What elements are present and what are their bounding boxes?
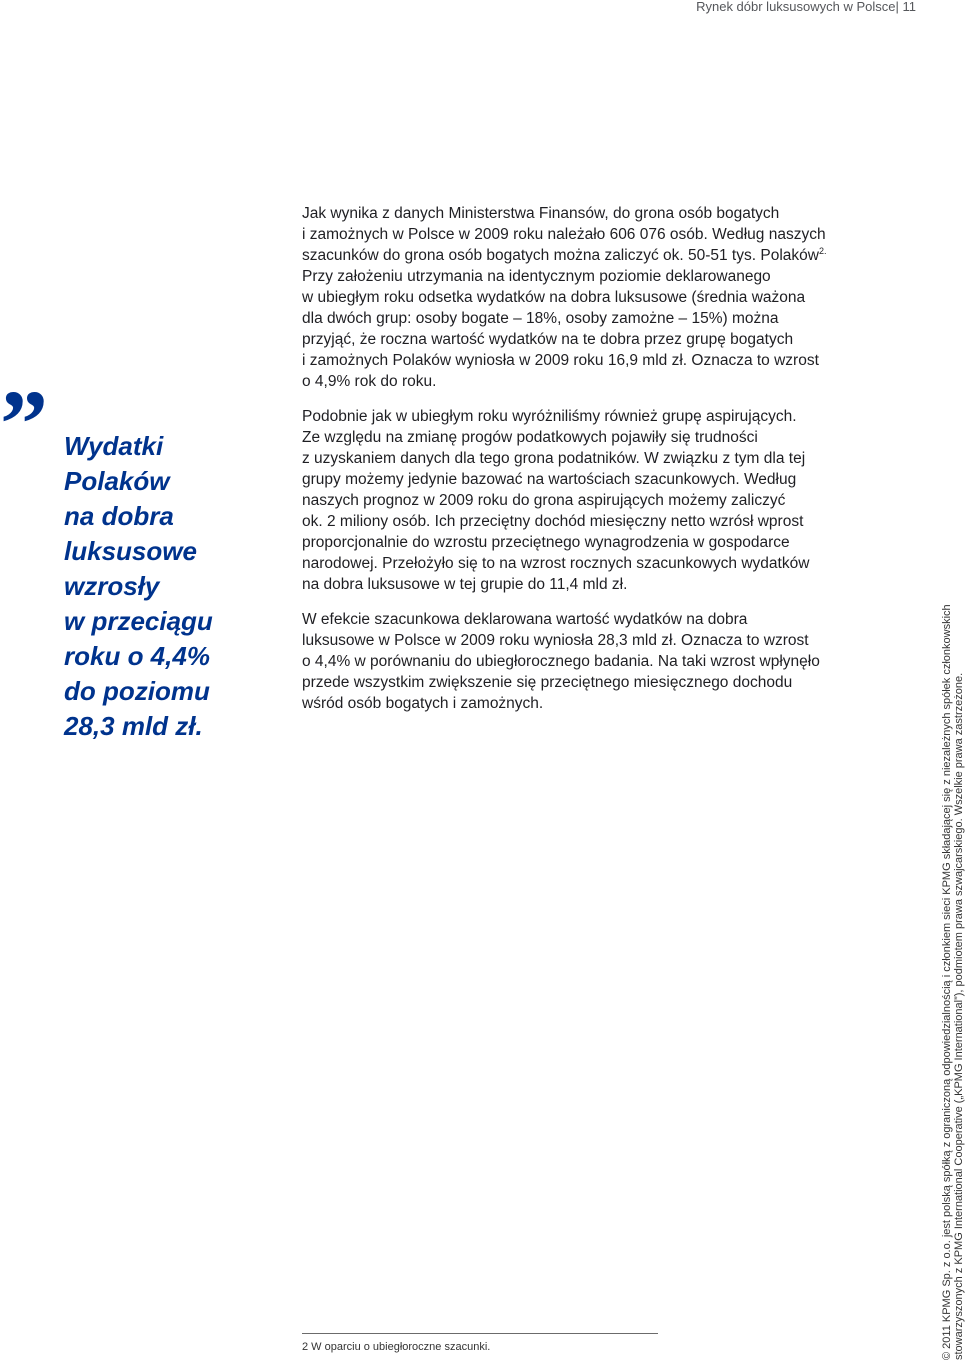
pull-quote-line: na dobra — [64, 501, 174, 531]
text-line-content: szacunków do grona osób bogatych można zaliczyć ok. 50-51 tys. Polaków — [302, 247, 819, 264]
text-line: luksusowe w Polsce w 2009 roku wyniosła 28,3 mld zł. Oznacza to wzrost — [302, 632, 809, 649]
text-line: przyjąć, że roczna wartość wydatków na te dobra przez grupę bogatych — [302, 331, 794, 348]
text-line: i zamożnych Polaków wyniosła w 2009 roku 16,9 mld zł. Oznacza to wzrost — [302, 352, 819, 369]
text-line: z uzyskaniem danych dla tego grona podatników. W związku z tym dla tej — [302, 450, 806, 467]
text-line: narodowej. Przełożyło się to na wzrost rocznych szacunkowych wydatków — [302, 555, 810, 572]
pull-quote-line: do poziomu — [64, 676, 210, 706]
footnote: 2 W oparciu o ubiegłoroczne szacunki. — [302, 1341, 491, 1353]
quote-mark-icon: ” — [0, 370, 48, 477]
text-line: na dobra luksusowe w tej grupie do 11,4 mld zł. — [302, 576, 628, 593]
text-line — [302, 245, 862, 266]
text-line: W efekcie szacunkowa deklarowana wartość wydatków na dobra — [302, 611, 748, 628]
pull-quote-line: wzrosły — [64, 571, 160, 601]
pull-quote-line: roku o 4,4% — [64, 641, 210, 671]
paragraph-1 — [302, 203, 862, 392]
text-line: ok. 2 miliony osób. Ich przeciętny dochód miesięczny netto wzrósł wprost — [302, 513, 804, 530]
pull-quote-line: w przeciągu — [64, 606, 213, 636]
text-line: przede wszystkim zwiększenie się przeciętnego miesięcznego dochodu — [302, 674, 793, 691]
pull-quote-line: luksusowe — [64, 536, 197, 566]
text-line: Ze względu na zmianę progów podatkowych pojawiły się trudności — [302, 429, 758, 446]
text-line: o 4,4% w porównaniu do ubiegłorocznego badania. Na taki wzrost wpłynęło — [302, 653, 820, 670]
text-line: wśród osób bogatych i zamożnych. — [302, 695, 544, 712]
text-line: grupy możemy jedynie bazować na wartościach szacunkowych. Według — [302, 471, 797, 488]
footnote-ref: 2. — [818, 245, 827, 256]
copyright-line: © 2011 KPMG Sp. z o.o. jest polską spółką z ograniczoną odpowiedzialnością i członkiem sieci KPMG składającej się z niezależnych spółek członkowskich — [941, 604, 953, 1360]
paragraph-3 — [302, 609, 862, 714]
running-header: Rynek dóbr luksusowych w Polsce| 11 — [696, 0, 916, 14]
pull-quote-line: 28,3 mld zł. — [64, 711, 203, 741]
text-line: w ubiegłym roku odsetka wydatków na dobra luksusowe (średnia ważona — [302, 289, 806, 306]
pull-quote — [64, 429, 244, 744]
copyright-notice — [941, 604, 965, 1360]
text-line: Przy założeniu utrzymania na identycznym poziomie deklarowanego — [302, 268, 771, 285]
text-line: proporcjonalnie do wzrostu przeciętnego wynagrodzenia w gospodarce — [302, 534, 790, 551]
pull-quote-line: Wydatki — [64, 431, 164, 461]
copyright-line: stowarzyszonych z KPMG International Cooperative („KPMG International”), podmiotem prawa szwajcarskiego. Wszelkie prawa zastrzeżone. — [953, 672, 965, 1360]
body-text — [302, 203, 862, 728]
paragraph-2 — [302, 406, 862, 595]
pull-quote-line: Polaków — [64, 466, 170, 496]
text-line: dla dwóch grup: osoby bogate – 18%, osoby zamożne – 15%) można — [302, 310, 779, 327]
text-line: Podobnie jak w ubiegłym roku wyróżniliśmy również grupę aspirujących. — [302, 408, 797, 425]
text-line: i zamożnych w Polsce w 2009 roku należało 606 076 osób. Według naszych — [302, 226, 826, 243]
text-line: naszych prognoz w 2009 roku do grona aspirujących możemy zaliczyć — [302, 492, 786, 509]
text-line: Jak wynika z danych Ministerstwa Finansów, do grona osób bogatych — [302, 205, 780, 222]
text-line: o 4,9% rok do roku. — [302, 373, 437, 390]
footnote-divider — [302, 1333, 658, 1334]
